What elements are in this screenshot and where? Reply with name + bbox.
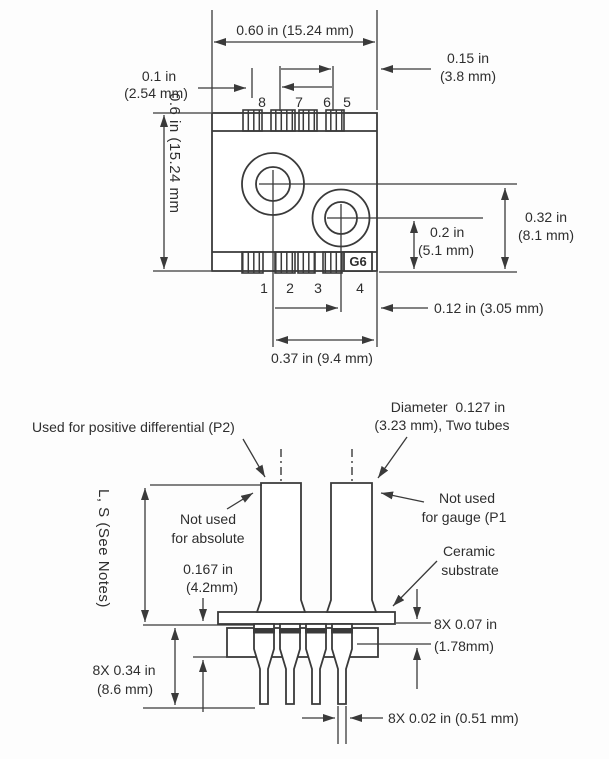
bottom-pin-group-2 [275,252,295,273]
marking-label: G6 [349,254,367,269]
tube-p1 [327,483,376,612]
dim-pitch-label-1: 0.1 in [141,68,177,84]
pin-length-label-1: 8X 0.34 in [92,662,156,678]
p2-leader-arrow [243,439,265,477]
dim-width-label: 0.60 in (15.24 mm) [236,22,354,38]
dim-edge-label-1: 0.15 in [446,50,490,66]
ceramic-label-2: substrate [441,562,499,578]
diameter-label-1: Diameter 0.127 in [390,399,506,415]
package-body-side [227,628,378,657]
ceramic-leader-arrow [393,561,437,606]
pin-4-solder-band [331,628,353,634]
diameter-label-2: (3.23 mm), Two tubes [374,417,510,433]
top-pin-group-3 [299,110,317,131]
dim-pitch-label-2: (2.54 mm) [124,85,188,101]
substrate-thickness-label-1: 8X 0.07 in [434,616,498,632]
top-pin-group-4 [326,110,344,131]
gauge-note-1: Not used [438,490,496,506]
standoff-label-1: 0.167 in [183,561,233,577]
bottom-pin-group-3 [298,252,315,273]
top-pin-group-1 [243,110,262,131]
length-note-label: L, S (See Notes) [95,489,112,608]
ceramic-label-1: Ceramic [442,543,496,559]
dim-port-right-height-1: 0.2 in [430,224,465,240]
pin-width-label: 8X 0.02 in (0.51 mm) [388,710,519,726]
gauge-note-2: for gauge (P1 [421,509,507,525]
pin-2-side [280,624,300,704]
pin-number-2: 2 [286,280,294,296]
pin-number-6: 6 [323,94,331,110]
absolute-note-2: for absolute [171,530,245,546]
top-view-drawing [124,10,574,366]
top-pin-group-2 [271,110,295,131]
pin-3-solder-band [305,628,327,634]
pin-number-7: 7 [295,94,303,110]
absolute-leader-arrow [227,493,253,509]
pin-4-side [332,624,352,704]
dim-port-left-height-2: (8.1 mm) [518,227,574,243]
dim-port-right-height-2: (5.1 mm) [418,242,474,258]
pin-number-5: 5 [343,94,351,110]
pin-2-solder-band [279,628,301,634]
substrate-thickness-label-2: (1.78mm) [434,638,494,654]
ceramic-substrate-plate [218,612,395,624]
pin-number-3: 3 [314,280,322,296]
bottom-pin-group-4 [323,252,342,273]
pin-number-8: 8 [258,94,266,110]
pin-1-side [254,624,274,704]
tube-p2 [257,483,305,612]
dim-edge-label-2: (3.8 mm) [440,68,496,84]
dim-span-label: 0.37 in (9.4 mm) [271,350,373,366]
pin-number-1: 1 [260,280,268,296]
p2-label: Used for positive differential (P2) [32,419,235,435]
side-view-drawing [32,399,519,744]
bottom-pin-group-1 [242,252,263,273]
pin-number-4: 4 [356,280,364,296]
diameter-leader-arrow [378,437,407,478]
pin-1-solder-band [253,628,275,634]
absolute-note-1: Not used [179,511,237,527]
pin-length-label-2: (8.6 mm) [97,681,153,697]
pin-3-side [306,624,326,704]
standoff-label-2: (4.2mm) [185,579,239,595]
dim-port-left-height-1: 0.32 in [524,209,568,225]
dim-height-label: 0.6 in (15.24 mm [166,93,183,214]
gauge-leader-arrow [381,493,424,502]
dim-offset-label: 0.12 in (3.05 mm) [434,300,544,316]
